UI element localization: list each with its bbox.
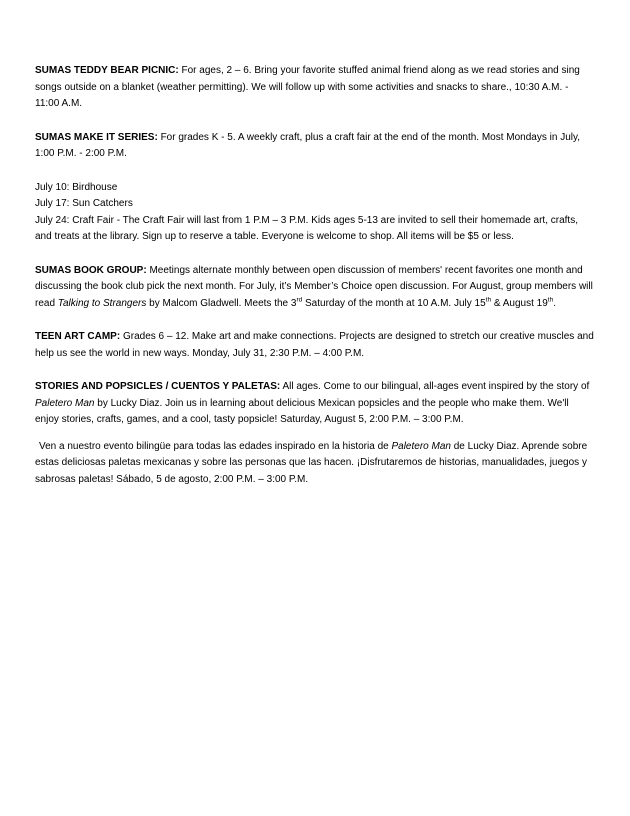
stories-popsicles-paragraph [35,379,595,429]
ordinal-suffix: th [485,296,492,304]
schedule-item: July 10: Birdhouse [35,181,118,193]
book-group-heading: SUMAS BOOK GROUP: [35,264,147,276]
book-group-text-e: . [553,297,556,309]
make-it-series-heading: SUMAS MAKE IT SERIES: [35,131,158,143]
stories-popsicles-text-a: All ages. Come to our bilingual, all-ages event inspired by the story of [280,381,590,392]
spanish-text-b: de Lucky Diaz. Aprende sobre estas deliciosas paletas mexicanas y sobre las personas que las hacen. ¡Disfrutaremos de historias, manualidades, juegos y sabrosas paletas! Sábado, 5 de agosto, 2:00 P.M. – 3:00 P.M. [35,440,588,485]
teddy-bear-picnic-text: For ages, 2 – 6. Bring your favorite stuffed animal friend along as we read stories and sing songs outside on a blanket (weather permitting). We will follow up with some activities and snacks to share., 10:30 A.M. - 11:00 A.M. [35,65,580,109]
teen-art-camp-heading: TEEN ART CAMP: [35,331,121,342]
stories-popsicles-heading: STORIES AND POPSICLES / CUENTOS Y PALETAS: [35,381,281,392]
book-group-paragraph [35,263,595,313]
spanish-paragraph [35,439,595,489]
make-it-series-text: For grades K - 5. A weekly craft, plus a craft fair at the end of the month. Most Mondays in July, 1:00 P.M. - 2:00 P.M. [35,131,581,159]
stories-popsicles-text-b: by Lucky Diaz. Join us in learning about delicious Mexican popsicles and the people who make them. We'll enjoy stories, crafts, games, and a cool, tasty popsicle! Saturday, August 5, 2:00 P.M. – 3:00 P.M. [35,397,569,425]
book-title: Paletero Man [35,397,95,409]
book-group-text-b: by Malcom Gladwell. Meets the 3 [146,297,297,309]
spanish-text-a: Ven a nuestro evento bilingüe para todas las edades inspirado en la historia de [39,440,392,452]
ordinal-suffix: th [547,296,554,304]
ordinal-suffix: rd [296,296,303,304]
book-title: Paletero Man [391,440,451,452]
schedule-item: July 24: Craft Fair - The Craft Fair will last from 1 P.M – 3 P.M. Kids ages 5-13 are invited to sell their homemade art, crafts, and treats at the library. Sign up to reserve a table. Everyone is welcome to shop. All items will be $5 or less. [35,214,578,242]
document-page [35,63,595,488]
teddy-bear-picnic-paragraph [35,63,595,113]
teen-art-camp-text: Grades 6 – 12. Make art and make connections. Projects are designed to stretch our creative muscles and help us see the world in new ways. Monday, July 31, 2:30 P.M. – 4:00 P.M. [35,331,594,359]
book-title: Talking to Strangers [57,297,147,309]
book-group-text-d: & August 19 [491,297,548,309]
book-group-text-c: Saturday of the month at 10 A.M. July 15 [302,297,486,309]
teen-art-camp-paragraph [35,329,595,362]
make-it-series-paragraph [35,130,595,163]
book-group-text-a: Meetings alternate monthly between open discussion of members' recent favorites one month and discussing the book club pick the next month. For July, it’s Member’s Choice open discussion. For August, group members will read [35,264,593,309]
teddy-bear-picnic-heading: SUMAS TEDDY BEAR PICNIC: [35,65,179,76]
schedule-item: July 17: Sun Catchers [35,198,133,209]
